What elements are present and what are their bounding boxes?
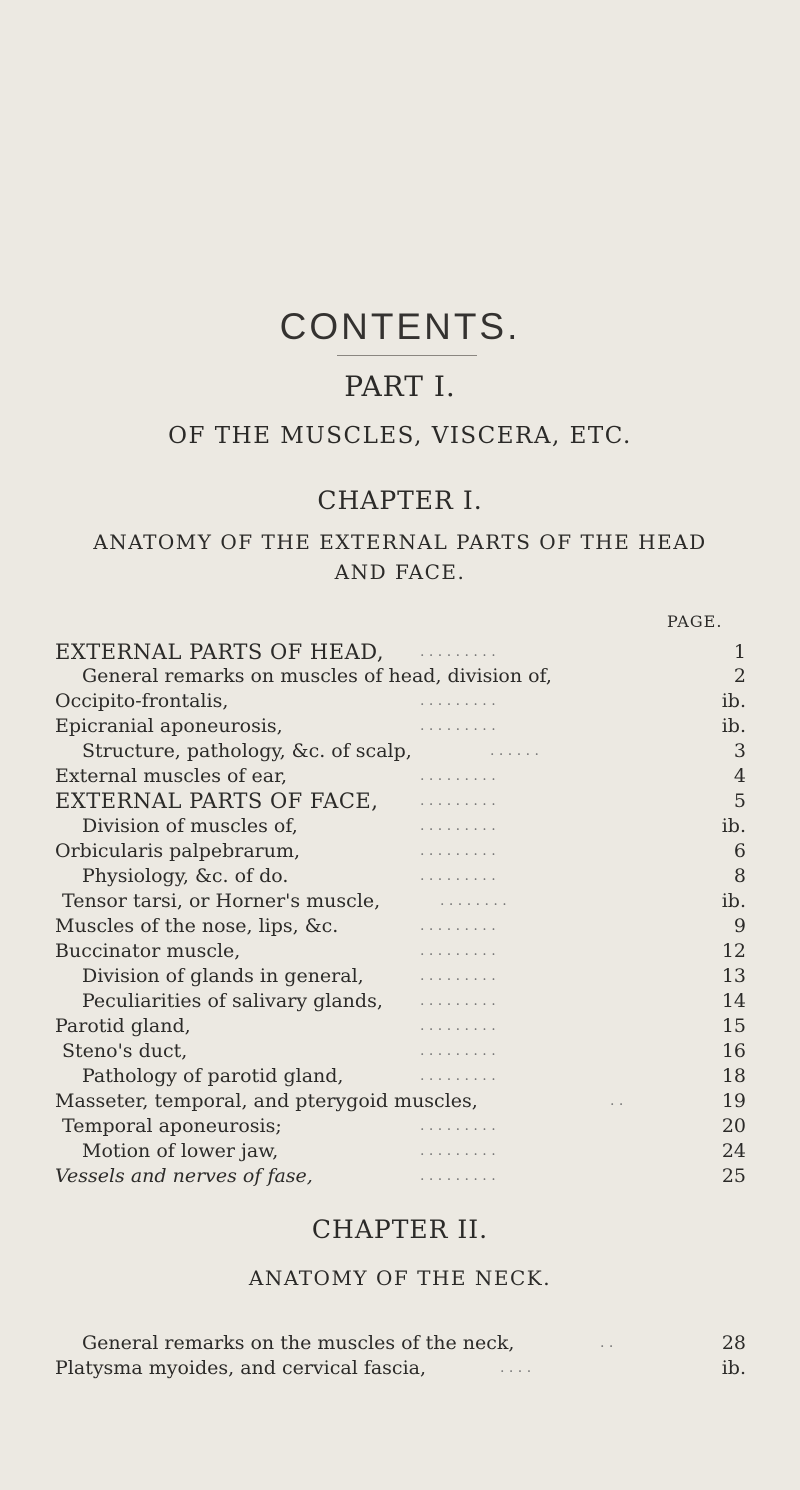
part-heading: PART I. [344, 370, 456, 403]
toc-entry [0, 1039, 800, 1064]
leader-dots: . . . . . . . . . [420, 768, 496, 784]
toc-entry [0, 640, 800, 665]
toc-entry [0, 1089, 800, 1114]
chapter2-heading: CHAPTER II. [311, 1215, 489, 1244]
toc-entry [0, 1014, 800, 1039]
toc-entry [0, 764, 800, 789]
leader-dots: . . . . . . . . . [420, 918, 496, 934]
toc-entry-label: Buccinator muscle, [55, 940, 241, 962]
toc-entry [0, 1139, 800, 1164]
leader-dots: . . . . . . . . . [420, 1168, 496, 1184]
toc-entry-page: ib. [721, 690, 746, 712]
toc-entry [0, 1114, 800, 1139]
toc-entry-label: Masseter, temporal, and pterygoid muscles, [55, 1090, 478, 1112]
chapter2-subtitle: ANATOMY OF THE NECK. [248, 1266, 552, 1290]
toc-entry-label: Vessels and nerves of fase, [55, 1165, 313, 1187]
leader-dots: . . . . . . [490, 743, 539, 759]
chapter1-subtitle-line2: AND FACE. [334, 560, 466, 584]
toc-entry [0, 964, 800, 989]
toc-entry-page: 14 [721, 990, 746, 1012]
toc-entry-page: 4 [733, 765, 746, 787]
toc-entry [0, 914, 800, 939]
leader-dots: . . . . . . . . . [420, 793, 496, 809]
toc-entry-page: 19 [721, 1090, 746, 1112]
toc-entry-page: 12 [721, 940, 746, 962]
leader-dots: . . . . . . . . . [420, 1068, 496, 1084]
toc-entry-page: 6 [733, 840, 746, 862]
toc-entry-label: Occipito-frontalis, [55, 690, 229, 712]
toc-entry-page: 3 [733, 740, 746, 762]
toc-entry-label: Orbicularis palpebrarum, [55, 840, 301, 862]
toc-entry-page: ib. [721, 890, 746, 912]
toc-entry [0, 1164, 800, 1189]
title-rule [337, 355, 477, 356]
toc-entry-label: General remarks on the muscles of the neck, [82, 1332, 515, 1354]
leader-dots: . . . . . . . . . [420, 1143, 496, 1159]
leader-dots: . . . . [500, 1360, 532, 1376]
toc-entry [0, 689, 800, 714]
toc-entry [0, 739, 800, 764]
leader-dots: . . . . . . . . . [420, 868, 496, 884]
toc-entry [0, 1064, 800, 1089]
leader-dots: . . . . . . . . . [420, 1043, 496, 1059]
toc-entry-page: 5 [733, 790, 746, 812]
toc-entry-label: Structure, pathology, &c. of scalp, [82, 740, 412, 762]
page-column-header: PAGE. [667, 612, 723, 631]
toc-entry-label: External muscles of ear, [55, 765, 288, 787]
toc-entry-page: 2 [733, 665, 746, 687]
toc-entry-label: General remarks on muscles of head, division of, [82, 665, 552, 687]
toc-entry-page: 24 [721, 1140, 746, 1162]
toc-entry-page: 20 [721, 1115, 746, 1137]
leader-dots: . . [600, 1335, 614, 1351]
toc-entry [0, 939, 800, 964]
toc-entry [0, 814, 800, 839]
toc-entry-page: 16 [721, 1040, 746, 1062]
leader-dots: . . . . . . . . . [420, 644, 496, 660]
toc-entry [0, 864, 800, 889]
leader-dots: . . . . . . . . . [420, 693, 496, 709]
toc-entry-label: Epicranial aponeurosis, [55, 715, 283, 737]
toc-entry [0, 989, 800, 1014]
toc-entry-label: Peculiarities of salivary glands, [82, 990, 383, 1012]
toc-entry [0, 789, 800, 814]
toc-entry-page: 8 [733, 865, 746, 887]
toc-entry-page: 25 [721, 1165, 746, 1187]
toc-entry-page: ib. [721, 715, 746, 737]
toc-entry-page: ib. [721, 815, 746, 837]
leader-dots: . . . . . . . . . [420, 943, 496, 959]
toc-entry-label: Division of glands in general, [82, 965, 364, 987]
toc-entry [0, 1356, 800, 1381]
chapter1-subtitle [0, 527, 800, 587]
leader-dots: . . . . . . . . . [420, 818, 496, 834]
toc-entry-label: Muscles of the nose, lips, &c. [55, 915, 339, 937]
leader-dots: . . [610, 1093, 624, 1109]
toc-entry-page: 15 [721, 1015, 746, 1037]
toc-entry-page: 13 [721, 965, 746, 987]
part-subtitle: OF THE MUSCLES, VISCERA, ETC. [168, 423, 632, 449]
toc-entry-page: 9 [733, 915, 746, 937]
toc-entry-label: EXTERNAL PARTS OF HEAD, [55, 640, 385, 664]
toc-entry-label: Parotid gland, [55, 1015, 191, 1037]
leader-dots: . . . . . . . . . [420, 1018, 496, 1034]
toc-entry-page: 18 [721, 1065, 746, 1087]
chapter1-heading: CHAPTER I. [317, 486, 483, 515]
toc-entry [0, 714, 800, 739]
toc-entry-label: Temporal aponeurosis; [62, 1115, 282, 1137]
toc-entry-page: 28 [721, 1332, 746, 1354]
toc-entry-page: ib. [721, 1357, 746, 1379]
toc-entry-label: Physiology, &c. of do. [82, 865, 289, 887]
leader-dots: . . . . . . . . . [420, 843, 496, 859]
toc-entry [0, 1331, 800, 1356]
leader-dots: . . . . . . . . . [420, 993, 496, 1009]
toc-entry-label: Division of muscles of, [82, 815, 298, 837]
toc-entry-label: Pathology of parotid gland, [82, 1065, 344, 1087]
toc-entry [0, 839, 800, 864]
page-title: CONTENTS. [279, 306, 521, 347]
toc-entry-label: Tensor tarsi, or Horner's muscle, [62, 890, 381, 912]
toc-entry-label: Steno's duct, [62, 1040, 188, 1062]
leader-dots: . . . . . . . . [440, 893, 507, 909]
leader-dots: . . . . . . . . . [420, 718, 496, 734]
leader-dots: . . . . . . . . . [420, 1118, 496, 1134]
toc-entry [0, 889, 800, 914]
leader-dots: . . . . . . . . . [420, 968, 496, 984]
chapter1-subtitle-line1: ANATOMY OF THE EXTERNAL PARTS OF THE HEAD [93, 530, 707, 554]
toc-entry-label: EXTERNAL PARTS OF FACE, [55, 789, 379, 813]
toc-entry-label: Motion of lower jaw, [82, 1140, 279, 1162]
toc-entry-page: 1 [733, 641, 746, 663]
toc-entry [0, 664, 800, 689]
toc-entry-label: Platysma myoides, and cervical fascia, [55, 1357, 427, 1379]
